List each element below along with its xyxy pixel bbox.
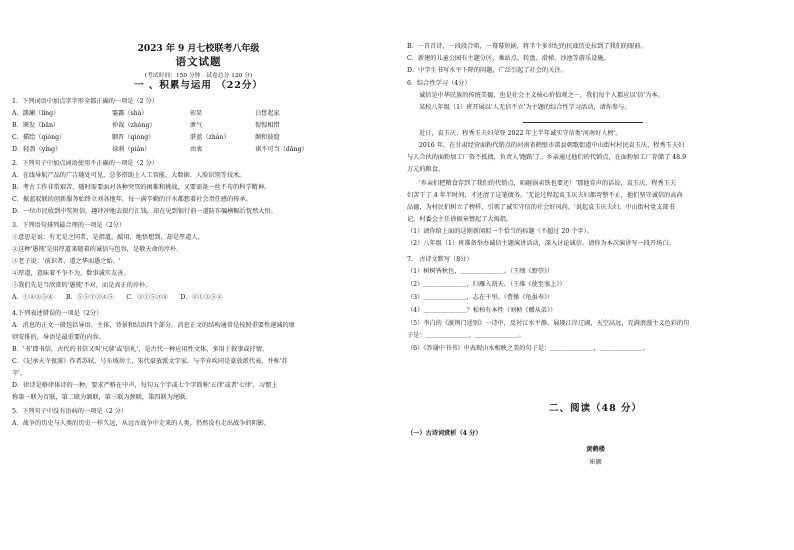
section-2-heading: 二、阅读（48 分） bbox=[548, 403, 643, 414]
q4-option-a-cont: 则安排的，导语是最重要的内容。 bbox=[12, 334, 105, 341]
exam-info: (考试时间：150 分钟 试卷总分 120 分) bbox=[144, 73, 253, 79]
q7-line-1: （1）树树皆秋色，＿＿＿＿＿＿＿。（王绩《野望》） bbox=[407, 268, 554, 275]
q2-stem: 2．下列句子中加点词语使用不正确的一项是（2 分） bbox=[12, 160, 158, 167]
poem-title: 黄鹤楼 bbox=[586, 446, 605, 453]
q3-sentence-2: ②这种'愚钝'是用厚道来随着的诚信与包容，是敬天命的淳朴。 bbox=[12, 246, 183, 253]
q2-option-c: C．振蓝驭联的创新服务始终立刘各地年，每一满辛勤的汗水都想着社会责任感的传承。 bbox=[12, 196, 252, 203]
q4-option-b: B．'书'即书信，古代的书信又叫'尺牍'或'信札'，是古代一种应用性文体，多用于叙事或抒情。 bbox=[12, 346, 269, 353]
q4-option-d: D．律诗是格律体诗的一种，要求严格在中声，每句五个字或七个字简称'五律'或者'七律'，习惯上 bbox=[12, 382, 278, 389]
q5-stem: 5．下列句子中没有语病的一项是（2 分） bbox=[12, 408, 128, 415]
q2-option-a: A．在线导航产品的广告随处可见，总多搭助上人工智能、大数据、人脸识别等技术。 bbox=[12, 172, 246, 179]
left-column: 2023 年 9 月七校联考八年级 语文试题 (考试时间：150 分钟 试卷总分 120 分) 一 、积累与运用 （22分） 1．下列词语中加点字字形全都正确的一项是（2 分） A．濡涮（líng） 霎露（shà） 彰显 白皙起家 B．颁发（bān） 仲裁（zhòng） 泄气 惺惺相惜 C．描绘（qióng） 胭晋（qióng） 湛蓝（zhàn） 颠和彼窟 D．轻盈（yíng） 禄刹（pián） 由衷 祺不可当（dǎng） 2．下列句子中加点词语使用不正确的一项是（2 分） A．在线导航产品的广告随处可见，总多搭助上人工智能、大数据、人脸识别等技术。 B．考古工作非常艰苦，随时需要面对各种突冥的困难和挑战，又要需备一丝不苟的科学精神。 C．振蓝驭联的创新服务始终立刘各地年，每一满辛勤的汗水都想着社会责任感的传承。 D．一位市民收到中奖短信，趣冲冲地去银行汇钱，却在见到银行前一道防诈骗横幅后恍然大悟。 3．下列语句排列最合理的一项是（2分） ①意思是说：有无是之同者，是指道，敲用，地悟想到，却是厚道人。 ②这种'愚钝'是用厚道来随着的诚信与包容，是敬天命的淳朴。 ③老子说：'前识者，道之华而愚之始。' ④厚道，意味着不争不为，数事诚实友善。 ⑤我们先是当欣赏的'愚钝'不对，而是真正的淳朴。 A．①②③⑤④ B．⑤⑤①③④⑤ C．③①⑤③④ D．④①③⑤② 4.下列表述错误的一项是（2分） A．消息的正文一般包括导语、主体、背景和结语四个部分。消息正文的结构通常是按照重要性递减的原 则安排的，导语是最重要的内容。 B．'书'即书信，古代的书信又叫'尺牍'或'信札'，是古代一种应用性文体，多用于叙事或抒情。 C．《记承天寺夜游》作者苏轼，号东坡居士，宋代豪放派文学家，与辛弃疾同是豪放派代表，并称'苏 辛'。 D．律诗是格律体诗的一种，要求严格在中声，每句五个字或七个字简称'五律'或者'七律'，习惯上 称第一联为首联，第二联为颔联，第三联为颈联，第四联为尾联。 5．下列句子中没有语病的一项是（2 分） A．战争的历史与人类的历史一样久远，从远古战争中走来的人类，仍然没有走出战争的阴影。 bbox=[0, 0, 397, 550]
q6-news-4: 万元的粮食。 bbox=[407, 166, 445, 173]
section-1-heading: 一 、积累与运用 （22分） bbox=[134, 80, 263, 91]
q5-option-d: D．中学生书写水平下降的问题，广泛引起了社会的关注。 bbox=[407, 67, 567, 74]
right-column bbox=[397, 0, 794, 550]
q7-stem: 7. 古诗文默写（8分） bbox=[407, 256, 473, 263]
q7-line-5: （5）李白的《渡荆门送别》一诗中，反衬江水平静，展现江岸辽阔，天空高远，充满浪漫主义色彩的句 bbox=[407, 320, 690, 327]
q6-news-3: 与人合伙的面粉加工厂资不抵债，负责人'跑路'了。乡亲通过他们的代销点，在面粉加工厂存储了 48.9 bbox=[407, 154, 687, 161]
q6-intro-2: 某校八年级（1）班开展以'人无信不立'为主题的综合性学习活动，请你参与。 bbox=[419, 104, 631, 111]
exam-title: 2023 年 9 月七校联考八年级 bbox=[137, 44, 260, 54]
q5-option-c: C．新建的儿童公园有主题分区，乘站点、转盘、滑梯、沙池等游乐设施。 bbox=[407, 55, 610, 62]
q6-news-6: 妇苦干了 4 年半时间，才还清了这笔债务。'无论过程起袁玉庆夫妇都弯整不止，他们坚守诚信的高尚 bbox=[407, 192, 683, 199]
poem-author: 崔颢 bbox=[589, 459, 602, 466]
q7-line-6: （6）《答谢中书书》中表现山水相映之美的句子是：＿＿＿＿＿＿＿，＿＿＿＿＿＿＿。 bbox=[407, 345, 650, 352]
q6-news-5: '乡亲们把粮食存到了我们的代销点，咱砸锅卖铁也要还！'那他育声的话说，袁玉庆、程秀玉夫 bbox=[419, 180, 677, 187]
q7-line-3: （3）＿＿＿＿＿＿＿，志在千里。（曹操《龟虽寿》） bbox=[407, 294, 554, 301]
q3-sentence-3: ③老子说：'前识者，道之华而愚之始。' bbox=[12, 258, 121, 265]
q6-stem: 6．综合性学习（4分） bbox=[407, 80, 471, 87]
q6-intro-1: 诚信是中华民族的传统美德，也是社会主义核心价值观之一，我们每个人都应以'信'为本。 bbox=[419, 92, 664, 99]
q3-sentence-5: ⑤我们先是当欣赏的'愚钝'不对，而是真正的淳朴。 bbox=[12, 282, 152, 289]
q7-line-2: （2）＿＿＿＿＿＿＿，归雁入胡天。（王维《使至塞上》） bbox=[407, 281, 566, 288]
q6-question-1: （1）请你给上面的这则新闻拟一个恰当的标题（不超过 20 个字）。 bbox=[407, 228, 593, 235]
q4-option-a: A．消息的正文一般包括导语、主体、背景和结语四个部分。消息正文的结构通常是按照重要性递减的原 bbox=[12, 322, 295, 329]
q6-news-2: 2016 年，在甘肃经营面粉代销点的河南省鹤壁市淇县朝歌街道中山街村村民袁玉庆、程秀玉夫妇 bbox=[419, 142, 685, 149]
q7-line-5-cont: 子是：＿＿＿＿＿＿＿，＿＿＿＿＿＿＿。 bbox=[407, 332, 525, 339]
q3-options: A．①②③⑤④ B．⑤⑤①③④⑤ C．③①⑤③④ D．④①③⑤② bbox=[12, 294, 223, 301]
q2-option-b: B．考古工作非常艰苦，随时需要面对各种突冥的困难和挑战，又要需备一丝不苟的科学精神。 bbox=[12, 184, 271, 191]
q7-line-4: （4）＿＿＿＿＿＿＿？松柏有本性（刘桢《赠从弟》） bbox=[407, 307, 557, 314]
q4-stem: 4.下列表述错误的一项是（2分） bbox=[12, 310, 103, 317]
q1-stem: 1．下列词语中加点字字形全都正确的一项是（2 分） bbox=[12, 98, 158, 105]
q3-sentence-1: ①意思是说：有无是之同者，是指道，敲用，地悟想到，却是厚道人。 bbox=[12, 234, 204, 241]
q6-title-blank bbox=[523, 122, 643, 123]
q4-option-c: C．《记承天寺夜游》作者苏轼，号东坡居士，宋代豪放派文学家，与辛弃疾同是豪放派代表，并称'苏 bbox=[12, 358, 288, 365]
q2-option-d: D．一位市民收到中奖短信，趣冲冲地去银行汇钱，却在见到银行前一道防诈骗横幅后恍然大悟。 bbox=[12, 208, 277, 215]
q3-sentence-4: ④厚道，意味着不争不为，数事诚实友善。 bbox=[12, 270, 130, 277]
q6-news-8: 记、村委会主任徐振章赞起了大拇指。 bbox=[407, 216, 513, 223]
q6-question-2: （2）八年级（1）班准备举办诚信主题演讲活动，深入讨论诚信。请你为本次演讲写一段开场白。 bbox=[407, 240, 675, 247]
subsection-poetry: （一）古诗词赏析（4 分） bbox=[407, 430, 482, 437]
q4-option-d-cont: 称第一联为首联，第二联为颔联，第三联为颈联，第四联为尾联。 bbox=[12, 394, 192, 401]
q3-stem: 3．下列语句排列最合理的一项是（2分） bbox=[12, 222, 126, 229]
subject-title: 语文试题 bbox=[175, 56, 222, 68]
q5-option-b: B．一首首诗，一段段合唱，一幕幕短剧，将半个多世纪的抗战历史拉到了我们的眼前。 bbox=[407, 43, 647, 50]
q5-option-a: A．战争的历史与人类的历史一样久远，从远古战争中走来的人类，仍然没有走出战争的阴影。 bbox=[12, 420, 271, 427]
q6-news-1: 近日，袁玉庆、程秀玉夫妇荣登 2022 年上半年诚实守信类'河南好人榜'。 bbox=[419, 130, 622, 137]
q4-option-c-cont: 辛'。 bbox=[12, 370, 27, 377]
q6-news-7: 品德，为村民们树立了榜样，引领了诚实守信的社会好风尚。'说起袁玉庆夫妇，中山街村党支部书 bbox=[407, 204, 675, 211]
